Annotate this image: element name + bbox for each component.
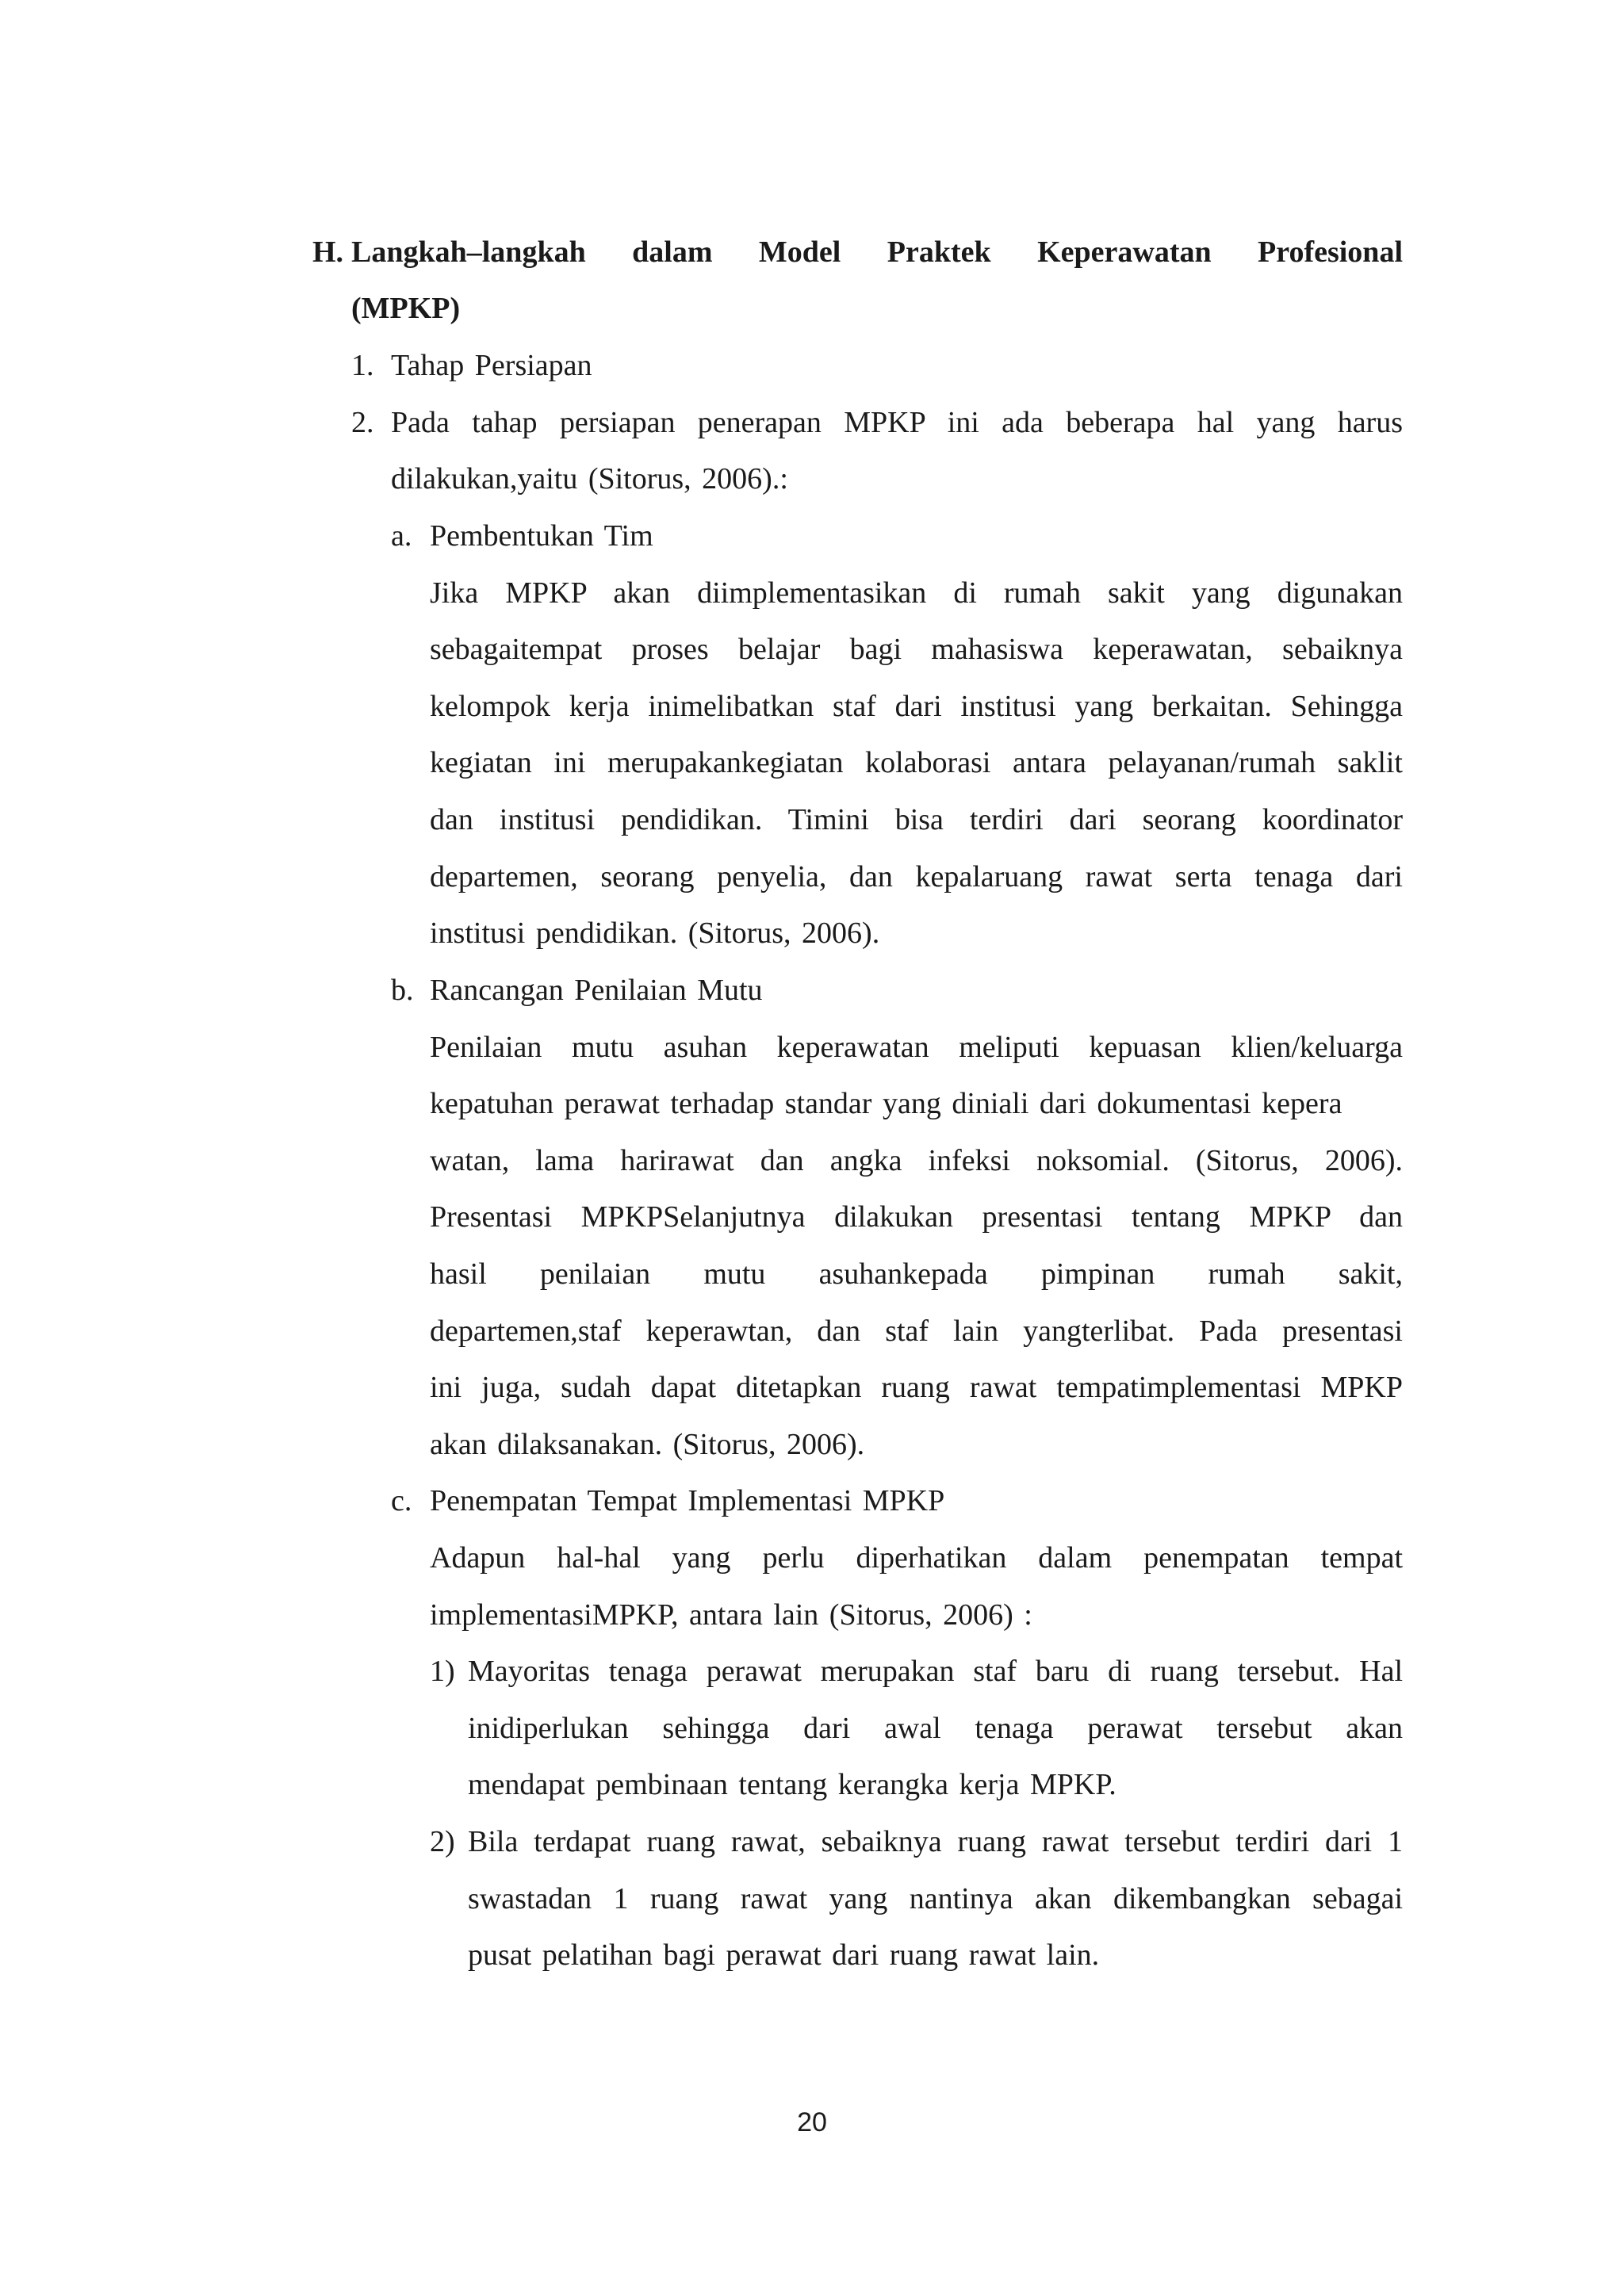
paragraph-line: Bila terdapat ruang rawat, sebaiknya ruang rawat tersebut terdiri dari 1 xyxy=(468,1825,1403,1858)
paragraph-line: Presentasi MPKPSelanjutnya dilakukan presentasi tentang MPKP dan xyxy=(430,1200,1403,1234)
sublist-heading: Rancangan Penilaian Mutu xyxy=(430,974,763,1007)
point-marker: 1) xyxy=(430,1655,455,1688)
paragraph-line: Jika MPKP akan diimplementasikan di rumah sakit yang digunakan xyxy=(430,576,1403,610)
paragraph-line: hasil penilaian mutu asuhankepada pimpinan rumah sakit, xyxy=(430,1257,1403,1291)
paragraph-line: kepatuhan perawat terhadap standar yang diniali dari dokumentasi kepera xyxy=(430,1087,1342,1120)
sublist-marker: c. xyxy=(391,1484,412,1517)
paragraph-line: Penilaian mutu asuhan keperawatan meliputi kepuasan klien/keluarga xyxy=(430,1031,1403,1064)
sublist-marker: b. xyxy=(391,974,414,1007)
paragraph-line: departemen,staf keperawtan, dan staf lain yangterlibat. Pada presentasi xyxy=(430,1314,1403,1348)
paragraph-line: pusat pelatihan bagi perawat dari ruang rawat lain. xyxy=(468,1938,1100,1972)
paragraph-line: watan, lama harirawat dan angka infeksi noksomial. (Sitorus, 2006). xyxy=(430,1144,1403,1177)
paragraph-line: kelompok kerja inimelibatkan staf dari institusi yang berkaitan. Sehingga xyxy=(430,690,1403,723)
paragraph-line: akan dilaksanakan. (Sitorus, 2006). xyxy=(430,1428,865,1461)
sublist-marker: a. xyxy=(391,519,412,553)
section-title: Langkah–langkah dalam Model Praktek Keperawatan Profesional xyxy=(351,235,1403,269)
paragraph-line: departemen, seorang penyelia, dan kepalaruang rawat serta tenaga dari xyxy=(430,860,1403,894)
paragraph-line: inidiperlukan sehingga dari awal tenaga perawat tersebut akan xyxy=(468,1712,1403,1745)
paragraph-line: Pada tahap persiapan penerapan MPKP ini ada beberapa hal yang harus xyxy=(391,406,1403,439)
paragraph-line: dilakukan,yaitu (Sitorus, 2006).: xyxy=(391,462,788,496)
list-item-text: Tahap Persiapan xyxy=(391,349,592,382)
list-marker: 2. xyxy=(351,406,374,439)
paragraph-line: Adapun hal-hal yang perlu diperhatikan dalam penempatan tempat xyxy=(430,1541,1403,1575)
paragraph-line: sebagaitempat proses belajar bagi mahasiswa keperawatan, sebaiknya xyxy=(430,633,1403,666)
paragraph-line: kegiatan ini merupakankegiatan kolaborasi antara pelayanan/rumah saklit xyxy=(430,746,1403,779)
point-marker: 2) xyxy=(430,1825,455,1858)
paragraph-line: Mayoritas tenaga perawat merupakan staf baru di ruang tersebut. Hal xyxy=(468,1655,1403,1688)
list-marker: 1. xyxy=(351,349,374,382)
paragraph-line: implementasiMPKP, antara lain (Sitorus, 2006) : xyxy=(430,1598,1032,1632)
paragraph-line: swastadan 1 ruang rawat yang nantinya akan dikembangkan sebagai xyxy=(468,1882,1403,1915)
paragraph-line: mendapat pembinaan tentang kerangka kerja MPKP. xyxy=(468,1768,1116,1801)
paragraph-line: institusi pendidikan. (Sitorus, 2006). xyxy=(430,916,880,950)
paragraph-line: dan institusi pendidikan. Timini bisa terdiri dari seorang koordinator xyxy=(430,803,1403,836)
sublist-heading: Pembentukan Tim xyxy=(430,519,653,553)
section-title-continued: (MPKP) xyxy=(351,292,461,325)
sublist-heading: Penempatan Tempat Implementasi MPKP xyxy=(430,1484,945,1517)
section-marker: H. xyxy=(312,235,344,269)
paragraph-line: ini juga, sudah dapat ditetapkan ruang rawat tempatimplementasi MPKP xyxy=(430,1371,1403,1404)
page-number: 20 xyxy=(797,2107,827,2137)
